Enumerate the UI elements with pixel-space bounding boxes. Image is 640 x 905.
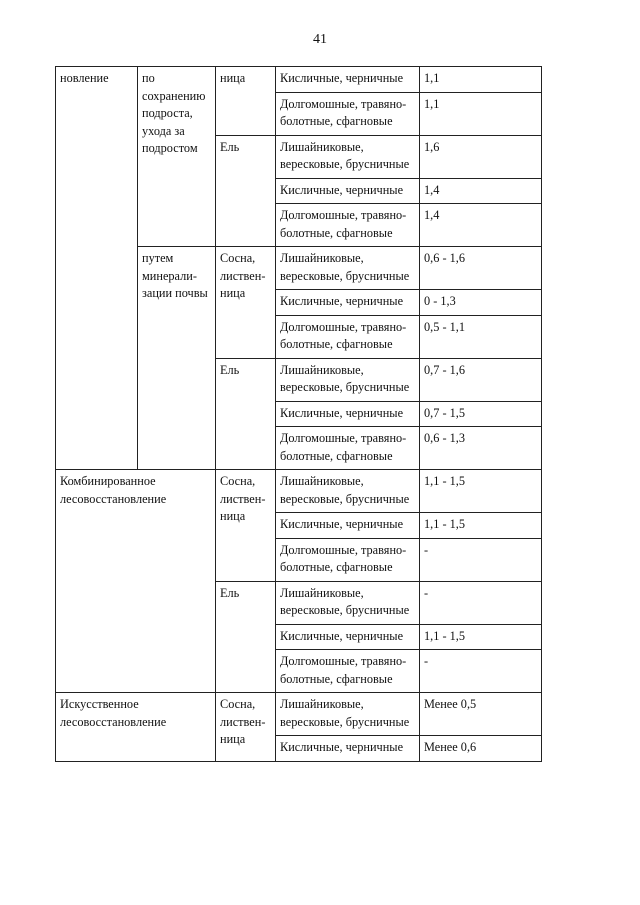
forest-type-cell: Долгомошные, травяно-болотные, сфагновые: [276, 204, 420, 247]
value-cell: -: [420, 650, 542, 693]
species-cell: Сосна, листвен-ница: [216, 693, 276, 762]
species-cell: Ель: [216, 358, 276, 470]
value-cell: Менее 0,6: [420, 736, 542, 762]
value-cell: 0,7 - 1,6: [420, 358, 542, 401]
submethod-cell: путем минерали-зации почвы: [138, 247, 216, 470]
forest-type-cell: Долгомошные, травяно-болотные, сфагновые: [276, 650, 420, 693]
table-row: [56, 470, 542, 513]
value-cell: 0,5 - 1,1: [420, 315, 542, 358]
value-cell: -: [420, 538, 542, 581]
value-cell: 0,6 - 1,6: [420, 247, 542, 290]
value-cell: 1,1: [420, 92, 542, 135]
forest-type-cell: Долгомошные, травяно-болотные, сфагновые: [276, 92, 420, 135]
value-cell: 1,6: [420, 135, 542, 178]
forest-type-cell: Кисличные, черничные: [276, 178, 420, 204]
table-row: [56, 67, 542, 93]
forest-type-cell: Лишайниковые, вересковые, брусничные: [276, 581, 420, 624]
method-cell: Комбинированное лесовосстановление: [56, 470, 216, 693]
forest-type-cell: Кисличные, черничные: [276, 401, 420, 427]
regeneration-table: [55, 66, 542, 762]
forest-type-cell: Кисличные, черничные: [276, 624, 420, 650]
value-cell: -: [420, 581, 542, 624]
forest-type-cell: Лишайниковые, вересковые, брусничные: [276, 247, 420, 290]
forest-type-cell: Долгомошные, травяно-болотные, сфагновые: [276, 427, 420, 470]
species-cell: Ель: [216, 581, 276, 693]
value-cell: 0,7 - 1,5: [420, 401, 542, 427]
species-cell: Сосна, листвен-ница: [216, 247, 276, 359]
forest-type-cell: Долгомошные, травяно-болотные, сфагновые: [276, 538, 420, 581]
value-cell: 0 - 1,3: [420, 290, 542, 316]
submethod-cell: по сохранению подроста, ухода за подростом: [138, 67, 216, 247]
value-cell: 1,1 - 1,5: [420, 513, 542, 539]
value-cell: 1,4: [420, 204, 542, 247]
value-cell: 1,1 - 1,5: [420, 624, 542, 650]
value-cell: 0,6 - 1,3: [420, 427, 542, 470]
value-cell: Менее 0,5: [420, 693, 542, 736]
value-cell: 1,1: [420, 67, 542, 93]
forest-type-cell: Кисличные, черничные: [276, 513, 420, 539]
page-number: 41: [313, 32, 327, 47]
forest-type-cell: Лишайниковые, вересковые, брусничные: [276, 135, 420, 178]
method-cell: новление: [56, 67, 138, 470]
forest-type-cell: Лишайниковые, вересковые, брусничные: [276, 470, 420, 513]
value-cell: 1,1 - 1,5: [420, 470, 542, 513]
forest-type-cell: Кисличные, черничные: [276, 67, 420, 93]
species-cell: Ель: [216, 135, 276, 247]
forest-type-cell: Лишайниковые, вересковые, брусничные: [276, 693, 420, 736]
forest-type-cell: Кисличные, черничные: [276, 290, 420, 316]
method-cell: Искусственное лесовосстановление: [56, 693, 216, 762]
species-cell: ница: [216, 67, 276, 136]
value-cell: 1,4: [420, 178, 542, 204]
forest-type-cell: Лишайниковые, вересковые, брусничные: [276, 358, 420, 401]
forest-type-cell: Долгомошные, травяно-болотные, сфагновые: [276, 315, 420, 358]
species-cell: Сосна, листвен-ница: [216, 470, 276, 582]
forest-type-cell: Кисличные, черничные: [276, 736, 420, 762]
table-row: [56, 693, 542, 736]
